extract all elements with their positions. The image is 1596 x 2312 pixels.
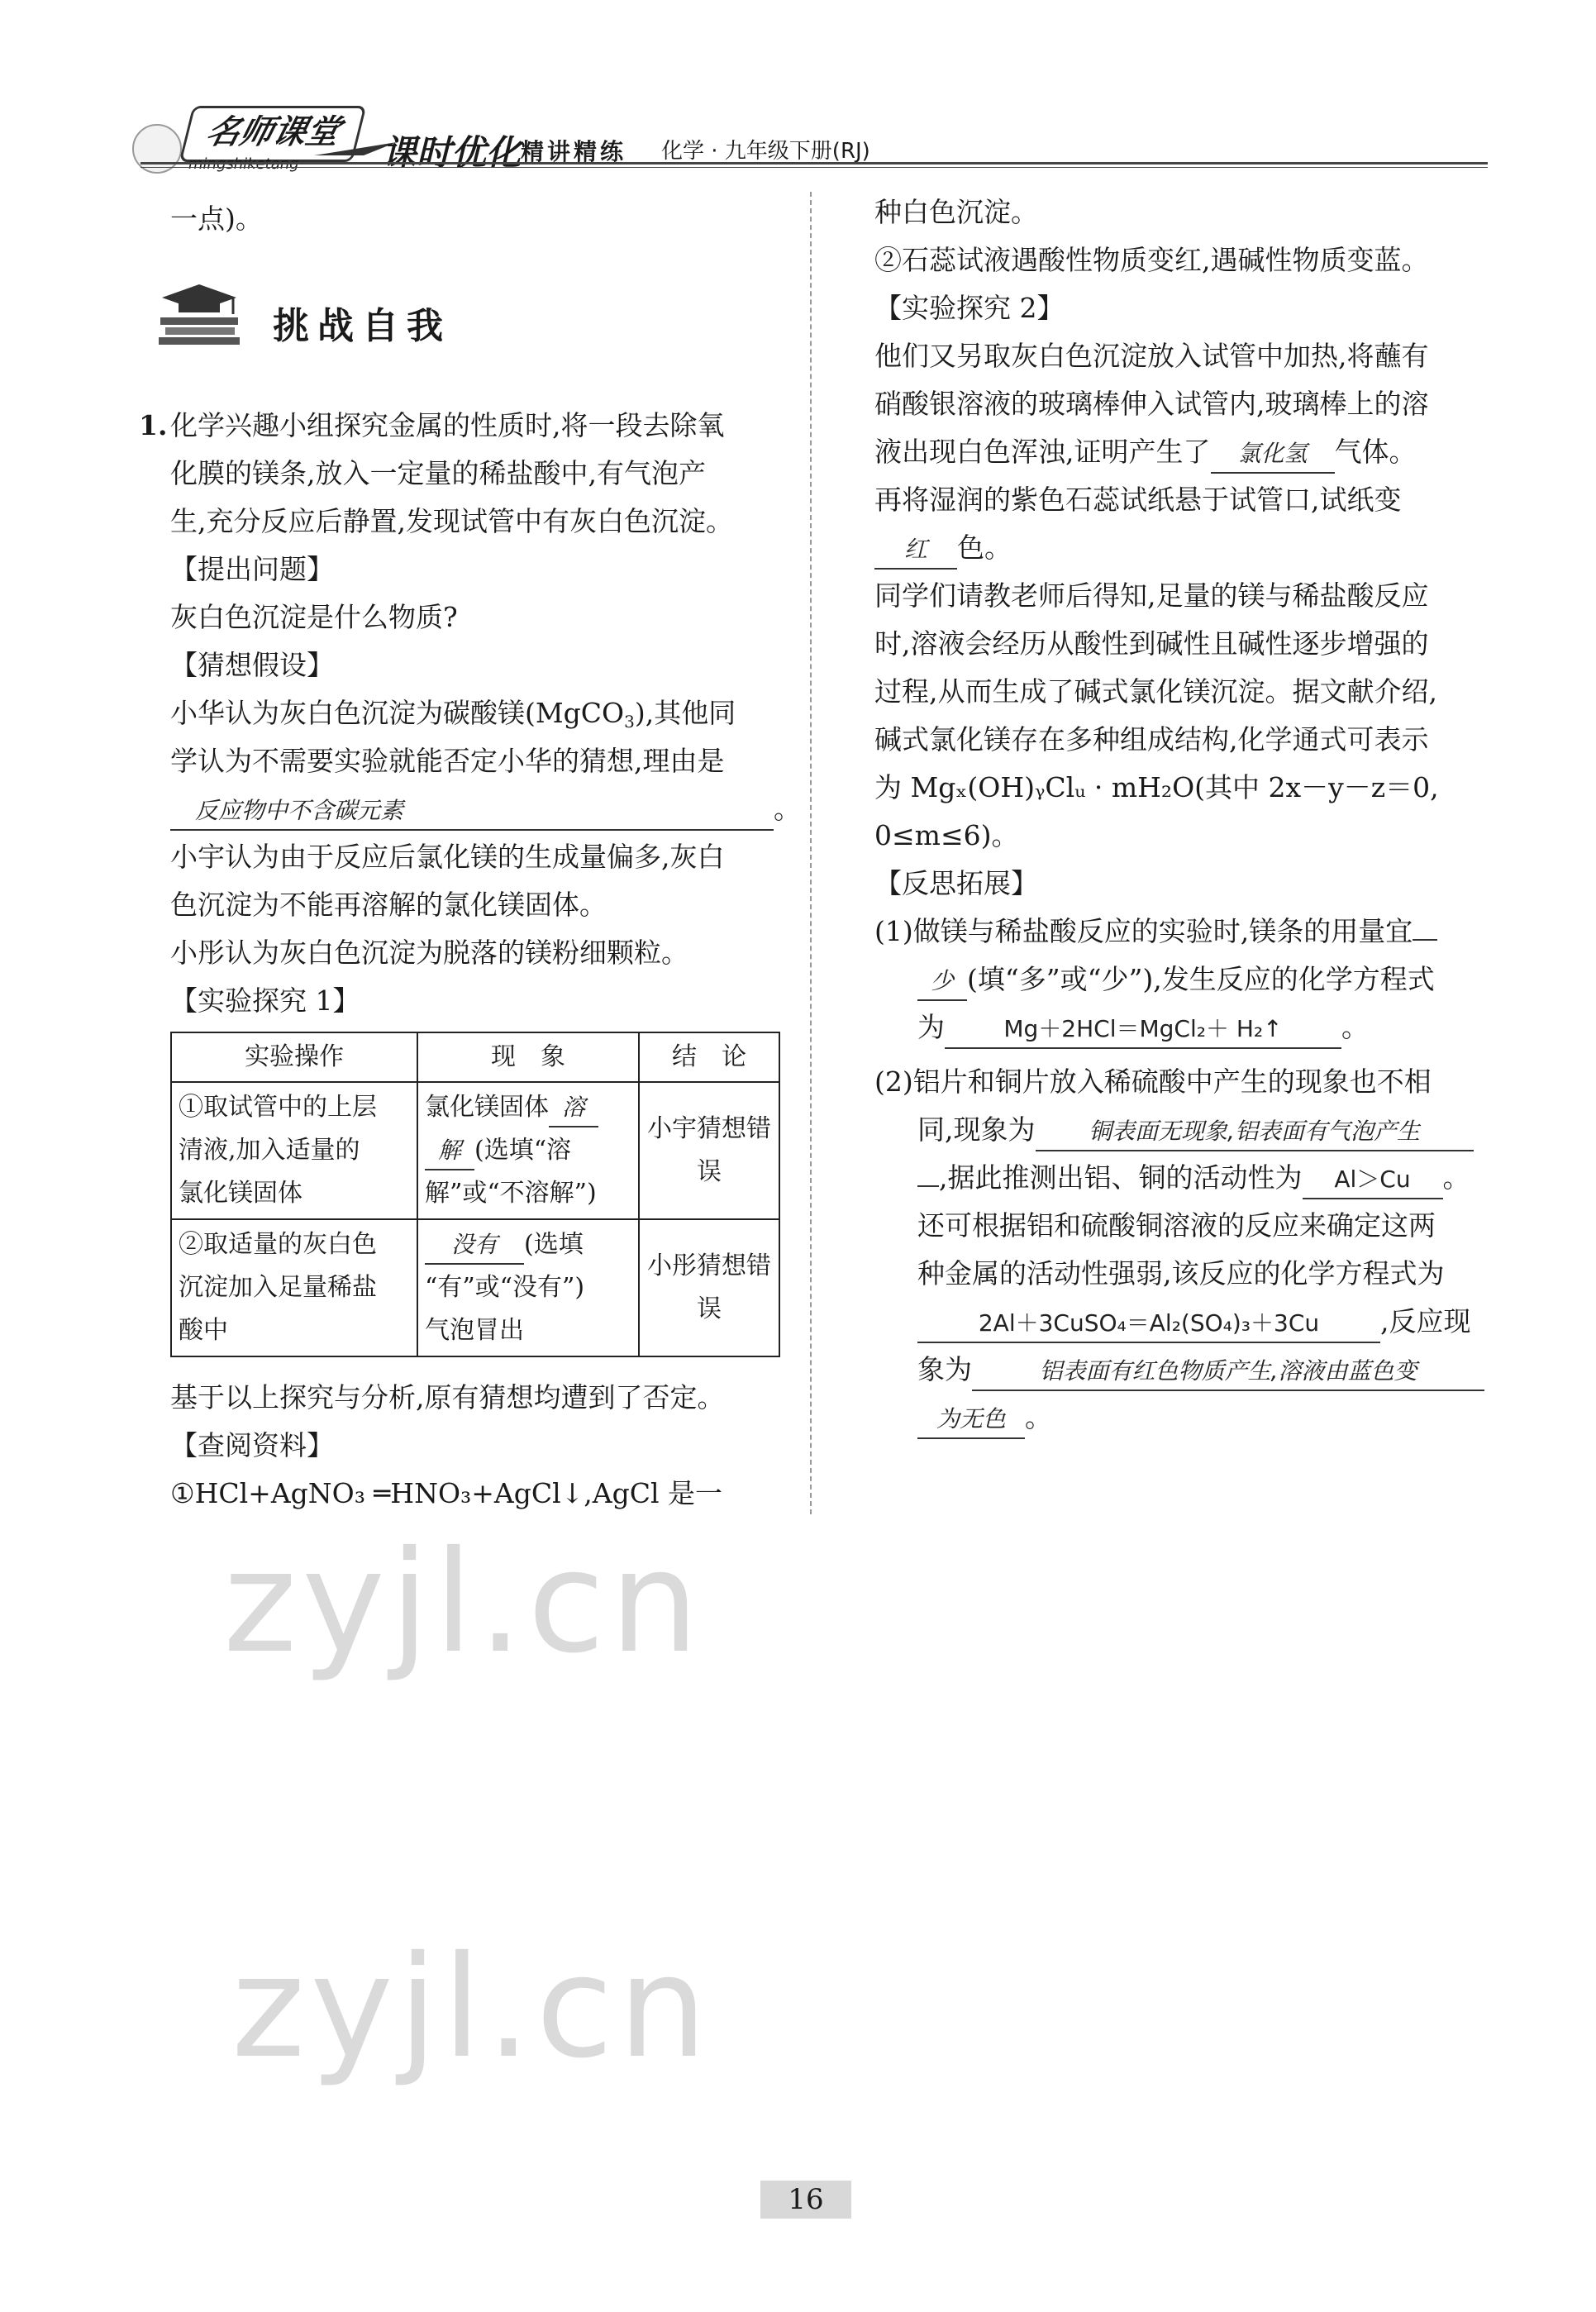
question-text: 灰白色沉淀是什么物质? [170,601,458,633]
row1-operation: ①取试管中的上层 清液,加入适量的 氯化镁固体 [171,1082,417,1219]
row2-operation: ②取适量的灰白色 沉淀加入足量稀盐 酸中 [171,1219,417,1356]
answer-phenomenon-1: 铜表面无现象,铝表面有气泡产生 [1036,1113,1474,1151]
reference-1: ①HCl+AgNO₃ ═HNO₃+AgCl↓,AgCl 是一 [170,1477,723,1509]
reflect-2-line-7: 象为 铝表面有红色物质产生,溶液由蓝色变 [917,1346,1484,1394]
right-line-2: ②石蕊试液遇酸性物质变红,遇碱性物质变蓝。 [874,244,1429,276]
exp2-line-5: 红 色。 [874,524,1012,572]
answer-color: 红 [874,532,957,570]
carryover-text: 一点)。 [170,203,263,235]
exp2-line-1: 他们又另取灰白色沉淀放入试管中加热,将蘸有 [874,340,1429,372]
reflect-2-line-6: 2Al＋3CuSO₄＝Al₂(SO₄)₃＋3Cu ,反应现 [917,1298,1471,1346]
row1-phenomenon: 氯化镁固体 溶 解 (选填“溶 解”或“不溶解”) [417,1082,639,1219]
question-line-3: 生,充分反应后静置,发现试管中有灰白色沉淀。 [170,505,733,537]
after-table-text: 基于以上探究与分析,原有猜想均遭到了否定。 [170,1381,725,1413]
heading-reference: 【查阅资料】 [170,1429,334,1461]
answer-amount: 少 [917,963,967,1001]
table-row [171,1082,779,1219]
row2-phenomenon: 没有 (选填 “有”或“没有”) 气泡冒出 [417,1219,639,1356]
heading-hypothesis: 【猜想假设】 [170,649,334,681]
row2-conclusion: 小彤猜想错误 [639,1219,779,1356]
answer-dissolve-a: 溶 [549,1089,598,1127]
question-line-1: 化学兴趣小组探究金属的性质时,将一段去除氧 [170,409,725,441]
right-line-1: 种白色沉淀。 [874,196,1038,228]
header-operation: 实验操作 [171,1032,417,1082]
reflect-2-line-5: 种金属的活动性强弱,该反应的化学方程式为 [917,1257,1445,1289]
reflect-2-line-4: 还可根据铝和硫酸铜溶液的反应来确定这两 [917,1209,1436,1242]
section-title: 挑战自我 [273,305,451,347]
answer-equation-1: Mg＋2HCl＝MgCl₂＋ H₂↑ [945,1011,1341,1049]
reflect-1-line-1: (1)做镁与稀盐酸反应的实验时,镁条的用量宜 [874,908,1437,956]
heading-reflection: 【反思拓展】 [874,867,1038,899]
teacher-line-3: 过程,从而生成了碱式氯化镁沉淀。据文献介绍, [874,675,1437,708]
answer-activity: Al＞Cu [1303,1161,1443,1199]
subject-label: 化学 · 九年级下册(RJ) [661,139,870,164]
exp2-line-2: 硝酸银溶液的玻璃棒伸入试管内,玻璃棒上的溶 [874,388,1429,420]
brand-emblem-icon [132,124,182,174]
header-rule-thin [141,167,1488,168]
teacher-line-1: 同学们请教老师后得知,足量的镁与稀盐酸反应 [874,579,1429,612]
hypothesis-2: 学认为不需要实验就能否定小华的猜想,理由是 [170,745,725,777]
watermark-upper: zyjl.cn [223,1521,704,1685]
header-conclusion: 结 论 [639,1032,779,1082]
heading-experiment-2: 【实验探究 2】 [874,292,1065,324]
answer-reason: 反应物中不含碳元素 [170,793,774,831]
hypothesis-1: 小华认为灰白色沉淀为碳酸镁(MgCO$_3$),其他同 [170,697,736,732]
question-line-2: 化膜的镁条,放入一定量的稀盐酸中,有气泡产 [170,457,706,489]
heading-question: 【提出问题】 [170,553,334,585]
reflect-2-line-3: ,据此推测出铝、铜的活动性为 Al＞Cu 。 [917,1154,1470,1202]
series-slogan: 精讲精练 [521,138,627,165]
reflect-2-line-2: 同,现象为 铜表面无现象,铝表面有气泡产生 [917,1106,1474,1154]
reflect-2-line-8: 为无色 。 [917,1394,1052,1442]
header-rule [141,162,1488,164]
answer-dissolve-b: 解 [425,1132,474,1170]
table-row [171,1219,779,1356]
hypothesis-4: 色沉淀为不能再溶解的氯化镁固体。 [170,889,607,921]
graduation-cap-books-icon [154,281,245,347]
teacher-line-6: 0≤m≤6)。 [874,819,1019,851]
answer-line-reason: 反应物中不含碳元素 。 [170,785,801,833]
answer-phenomenon-2a: 铝表面有红色物质产生,溶液由蓝色变 [972,1353,1484,1391]
heading-experiment-1: 【实验探究 1】 [170,984,360,1017]
table-header-row [171,1032,779,1082]
reflect-2-line-1: (2)铝片和铜片放入稀硫酸中产生的现象也不相 [874,1065,1432,1098]
answer-bubbles: 没有 [425,1227,524,1265]
row1-conclusion: 小宇猜想错误 [639,1082,779,1219]
hypothesis-5: 小彤认为灰白色沉淀为脱落的镁粉细颗粒。 [170,937,688,969]
header-phenomenon: 现 象 [417,1032,639,1082]
brand-logo: 名师课堂 [179,106,367,162]
page-number: 16 [760,2181,851,2219]
reflect-1-line-2: 少 (填“多”或“少”),发生反应的化学方程式 [917,956,1435,1003]
answer-gas: 氯化氢 [1211,436,1335,474]
reflect-1-line-3: 为 Mg＋2HCl＝MgCl₂＋ H₂↑ 。 [917,1003,1369,1051]
experiment-table [170,1032,780,1357]
teacher-line-2: 时,溶液会经历从酸性到碱性且碱性逐步增强的 [874,627,1429,660]
series-title: 课时优化 [382,132,522,173]
brand-pinyin: mingshiketang [188,155,299,173]
exp2-line-4: 再将湿润的紫色石蕊试纸悬于试管口,试纸变 [874,484,1402,516]
question-number: 1. [139,409,168,441]
watermark-lower: zyjl.cn [231,1926,712,2090]
exp2-line-3: 液出现白色浑浊,证明产生了 氯化氢 气体。 [874,428,1417,476]
teacher-line-5: 为 Mgₓ(OH)ᵧClᵤ · mH₂O(其中 2x－y－z＝0, [874,771,1439,803]
hypothesis-3: 小宇认为由于反应后氯化镁的生成量偏多,灰白 [170,841,725,873]
column-divider [810,192,812,1514]
answer-equation-2: 2Al＋3CuSO₄＝Al₂(SO₄)₃＋3Cu [917,1305,1380,1343]
teacher-line-4: 碱式氯化镁存在多种组成结构,化学通式可表示 [874,723,1429,756]
answer-phenomenon-2b: 为无色 [917,1401,1025,1439]
